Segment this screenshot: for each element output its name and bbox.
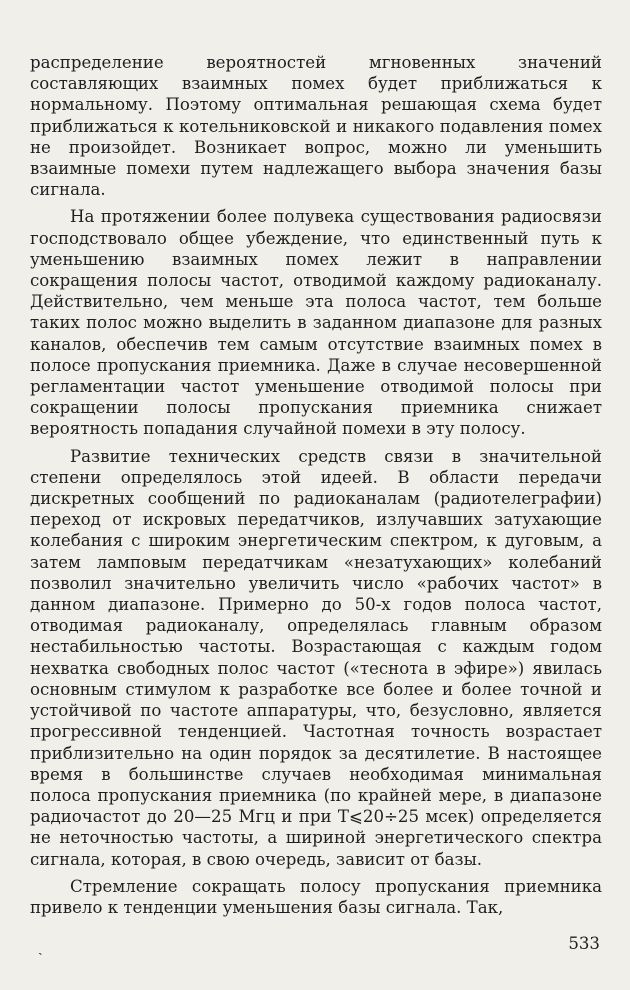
- paragraph-2: На протяжении более полувека существования радиосвязи господствовало общее убеждение, что единственный путь к уменьшению взаимных помех лежит в направлении сокращения полосы частот, отводимой каждому радиоканалу. Действительно, чем меньше эта полоса частот, тем больше таких полос можно выделить в заданном диапазоне для разных каналов, обеспечив тем самым отсутствие взаимных помех в полосе пропускания приемника. Даже в случае несовершенной регламентации частот уменьшение отводимой полосы при сокращении полосы пропускания приемника снижает вероятность попадания случайной помехи в эту полосу.: [30, 207, 602, 439]
- paragraph-1: распределение вероятностей мгновенных значений составляющих взаимных помех будет приближаться к нормальному. Поэтому оптимальная решающая схема будет приближаться к котельниковской и никакого подавления помех не произойдет. Возникает вопрос, можно ли уменьшить взаимные помехи путем надлежащего выбора значения базы сигнала.: [30, 53, 602, 200]
- page-number: 533: [568, 934, 600, 953]
- paragraph-3: Развитие технических средств связи в значительной степени определялось этой идеей. В области передачи дискретных сообщений по радиоканалам (радиотелеграфии) переход от искровых передатчиков, излучавших затухающие колебания с широким энергетическим спектром, к дуговым, а затем ламповым передатчикам «незатухающих» колебаний позволил значительно увеличить число «рабочих частот» в данном диапазоне. Примерно до 50-х годов полоса частот, отводимая радиоканалу, определялась главным образом нестабильностью частоты. Возрастающая с каждым годом нехватка свободных полос частот («теснота в эфире») явилась основным стимулом к разработке все более и более точной и устойчивой по частоте аппаратуры, что, безусловно, является прогрессивной тенденцией. Частотная точность возрастает приблизительно на один порядок за десятилетие. В настоящее время в большинстве случаев необходимая минимальная полоса пропускания приемника (по крайней мере, в диапазоне радиочастот до 20—25 Мгц и при T⩽20÷25 мсек) определяется не неточностью частоты, а шириной энергетического спектра сигнала, которая, в свою очередь, зависит от базы.: [30, 446, 602, 869]
- body-text: [30, 52, 602, 918]
- paragraph-4: Стремление сокращать полосу пропускания приемника привело к тенденции уменьшения базы сигнала. Так,: [30, 876, 602, 917]
- footer-mark: ˎ: [38, 940, 43, 956]
- page-footer: [30, 934, 602, 958]
